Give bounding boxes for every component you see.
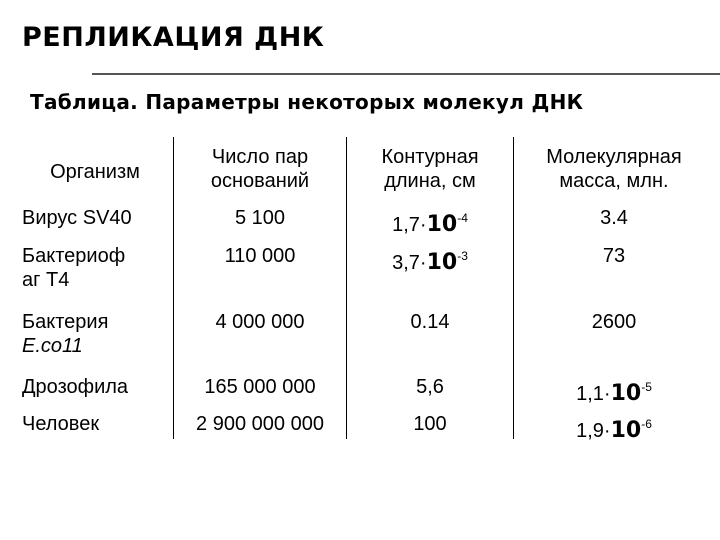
- column-divider: [513, 137, 514, 439]
- base-pairs-cell: 4 000 000: [215, 311, 305, 333]
- organism-cell: Бактерия E.co11: [22, 311, 109, 357]
- contour-length-cell: $3,7\cdot 10^{-3}$: [392, 249, 468, 275]
- contour-length-cell: 0.14: [410, 311, 450, 333]
- page-title: РЕПЛИКАЦИЯ ДНК: [22, 22, 325, 53]
- molecular-mass-cell: 3.4: [600, 207, 628, 229]
- base-pairs-cell: 110 000: [224, 245, 296, 267]
- header-contour-length: Контурная длина, см: [381, 146, 479, 192]
- contour-length-cell: $1,7\cdot 10^{-4}$: [392, 211, 468, 237]
- organism-cell: Вирус SV40: [22, 207, 132, 229]
- molecular-mass-cell: $1,9\cdot 10^{-6}$: [576, 417, 652, 443]
- table-caption: Таблица. Параметры некоторых молекул ДНК: [30, 90, 584, 114]
- column-divider: [346, 137, 347, 439]
- base-pairs-cell: 5 100: [234, 207, 286, 229]
- organism-cell: Человек: [22, 413, 100, 435]
- base-pairs-cell: 165 000 000: [204, 376, 316, 398]
- title-divider: [92, 73, 720, 75]
- column-divider: [173, 137, 174, 439]
- molecular-mass-cell: $1,1\cdot 10^{-5}$: [576, 380, 652, 406]
- header-organism: Организм: [50, 161, 140, 183]
- organism-cell: Бактериоф аг Т4: [22, 245, 126, 291]
- molecular-mass-cell: 2600: [591, 311, 637, 333]
- contour-length-cell: 5,6: [416, 376, 444, 398]
- organism-cell: Дрозофила: [22, 376, 129, 398]
- molecular-mass-cell: 73: [602, 245, 626, 267]
- header-base-pairs: Число пар оснований: [210, 146, 310, 192]
- header-molecular-mass: Молекулярная масса, млн.: [546, 146, 682, 192]
- base-pairs-cell: 2 900 000 000: [196, 413, 324, 435]
- contour-length-cell: 100: [413, 413, 447, 435]
